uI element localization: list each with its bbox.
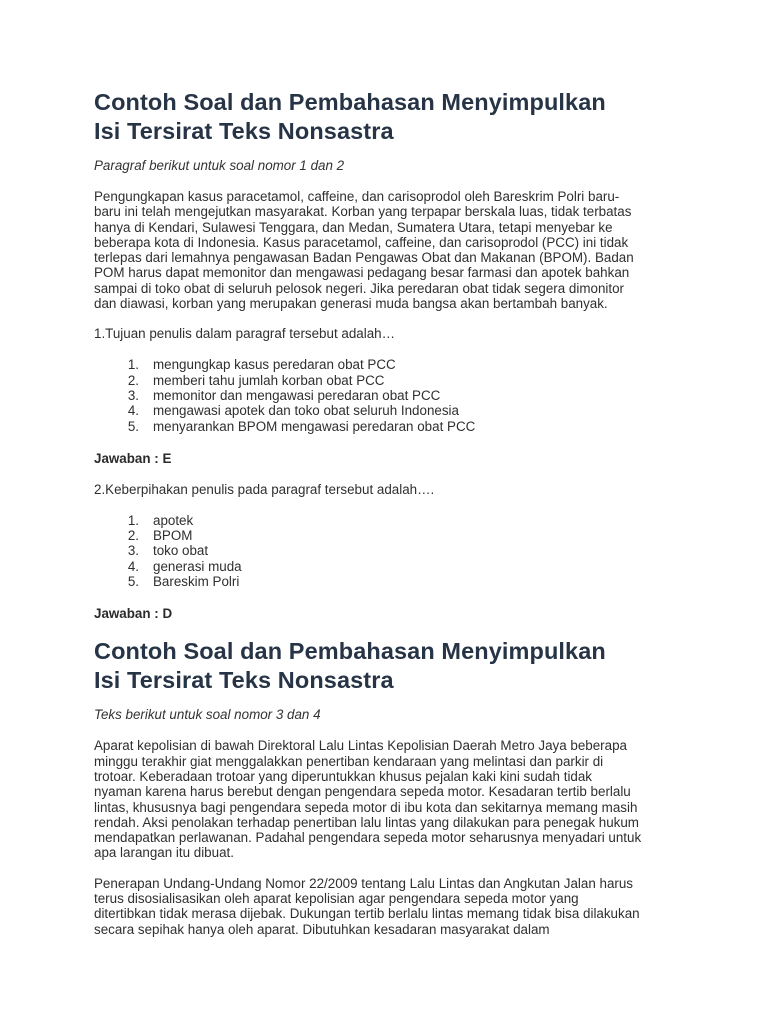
option-item: [94, 528, 684, 543]
paragraph-line: Pengungkapan kasus paracetamol, caffeine, dan carisoprodol oleh Bareskrim Polri baru-: [94, 189, 620, 204]
option-item: [94, 357, 684, 372]
option-number: 5.: [127, 418, 139, 434]
option-text: toko obat: [153, 543, 209, 559]
section-2-title: [94, 637, 684, 695]
option-number: 5.: [127, 574, 139, 590]
option-text: Bareskim Polri: [153, 574, 240, 590]
option-text: memberi tahu jumlah korban obat PCC: [153, 372, 385, 388]
paragraph-line: hanya di Kendari, Sulawesi Tenggara, dan Medan, Sumatera Utara, tetapi menyebar ke: [94, 219, 613, 235]
question-2: 2.Keberpihakan penulis pada paragraf tersebut adalah….: [94, 481, 435, 497]
section-2-paragraph-1: [94, 738, 684, 860]
section-2-subtitle: Teks berikut untuk soal nomor 3 dan 4: [94, 707, 321, 723]
paragraph-line: ditertibkan tidak merasa dijebak. Dukungan tertib berlalu lintas memang tidak bisa dilakukan: [94, 906, 640, 922]
paragraph-line: trotoar. Keberadaan trotoar yang diperuntukkan khusus pejalan kaki kini sudah tidak: [94, 768, 593, 784]
paragraph-line: beberapa kota di Indonesia. Kasus paracetamol, caffeine, dan carisoprodol (PCC) ini tidak: [94, 234, 629, 250]
paragraph-line: Penerapan Undang-Undang Nomor 22/2009 tentang Lalu Lintas dan Angkutan Jalan harus: [94, 875, 633, 891]
option-item: [94, 559, 684, 574]
section-2-title-line-1: Contoh Soal dan Pembahasan Menyimpulkan: [94, 638, 606, 665]
option-text: BPOM: [153, 528, 193, 544]
question-2-options: [94, 513, 684, 589]
question-1: 1.Tujuan penulis dalam paragraf tersebut adalah…: [94, 326, 395, 342]
option-number: 3.: [127, 543, 139, 559]
section-2-title-line-2: Isi Tersirat Teks Nonsastra: [94, 667, 394, 694]
paragraph-line: rendah. Aksi penolakan terhadap penertiban lalu lintas yang dilakukan para penegak hukum: [94, 814, 639, 830]
option-text: menyarankan BPOM mengawasi peredaran obat PCC: [153, 418, 476, 434]
paragraph-line: POM harus dapat memonitor dan mengawasi pedagang besar farmasi dan apotek bahkan: [94, 265, 630, 281]
answer-2: Jawaban : D: [94, 606, 173, 622]
option-text: mengungkap kasus peredaran obat PCC: [153, 357, 396, 373]
option-number: 2.: [127, 528, 139, 544]
option-item: [94, 403, 684, 418]
option-item: [94, 419, 684, 434]
paragraph-line: mendapatkan perlawanan. Padahal pengendara sepeda motor seharusnya menyadari untuk: [94, 830, 642, 846]
answer-1: Jawaban : E: [94, 450, 172, 466]
option-text: mengawasi apotek dan toko obat seluruh Indonesia: [153, 403, 459, 419]
option-text: apotek: [153, 512, 194, 528]
option-item: [94, 513, 684, 528]
option-number: 1.: [127, 357, 139, 373]
option-number: 2.: [127, 372, 139, 388]
option-number: 3.: [127, 387, 139, 403]
section-1-title: [94, 88, 684, 146]
paragraph-line: nyaman karena harus berebut dengan pengendara sepeda motor. Kesadaran tertib berlalu: [94, 784, 631, 800]
section-1-paragraph: [94, 189, 684, 311]
option-text: memonitor dan mengawasi peredaran obat PCC: [153, 387, 441, 403]
option-item: [94, 574, 684, 589]
option-number: 4.: [127, 558, 139, 574]
paragraph-line: sampai di toko obat di seluruh pelosok negeri. Jika peredaran obat tidak segera dimonitor: [94, 280, 624, 296]
option-number: 4.: [127, 403, 139, 419]
paragraph-line: dan diawasi, korban yang merupakan generasi muda bangsa akan bertambah banyak.: [94, 296, 608, 312]
paragraph-line: lintas, khususnya bagi pengendara sepeda motor di ibu kota dan sekitarnya memang masih: [94, 799, 638, 815]
option-item: [94, 543, 684, 558]
paragraph-line: Aparat kepolisian di bawah Direktoral Lalu Lintas Kepolisian Daerah Metro Jaya beberapa: [94, 738, 627, 754]
paragraph-line: baru ini telah mengejutkan masyarakat. Korban yang terpapar berskala luas, tidak terbatas: [94, 204, 632, 220]
option-item: [94, 388, 684, 403]
document-page: [94, 88, 684, 937]
question-1-options: [94, 357, 684, 433]
section-1-title-line-2: Isi Tersirat Teks Nonsastra: [94, 118, 394, 144]
section-1-title-line-1: Contoh Soal dan Pembahasan Menyimpulkan: [94, 89, 606, 115]
section-2-paragraph-2: [94, 876, 684, 937]
paragraph-line: secara sepihak hanya oleh aparat. Dibutuhkan kesadaran masyarakat dalam: [94, 921, 550, 937]
option-text: generasi muda: [153, 558, 242, 574]
paragraph-line: terlepas dari lemahnya pengawasan Badan Pengawas Obat dan Makanan (BPOM). Badan: [94, 250, 634, 266]
paragraph-line: apa larangan itu dibuat.: [94, 845, 234, 861]
paragraph-line: minggu terakhir giat menggalakkan penertiban kendaraan yang melintasi dan parkir di: [94, 753, 604, 769]
paragraph-line: terus disosialisasikan oleh aparat kepolisian agar pengendara sepeda motor yang: [94, 891, 579, 907]
option-number: 1.: [127, 512, 139, 528]
option-item: [94, 373, 684, 388]
section-1-subtitle: Paragraf berikut untuk soal nomor 1 dan 2: [94, 158, 345, 173]
